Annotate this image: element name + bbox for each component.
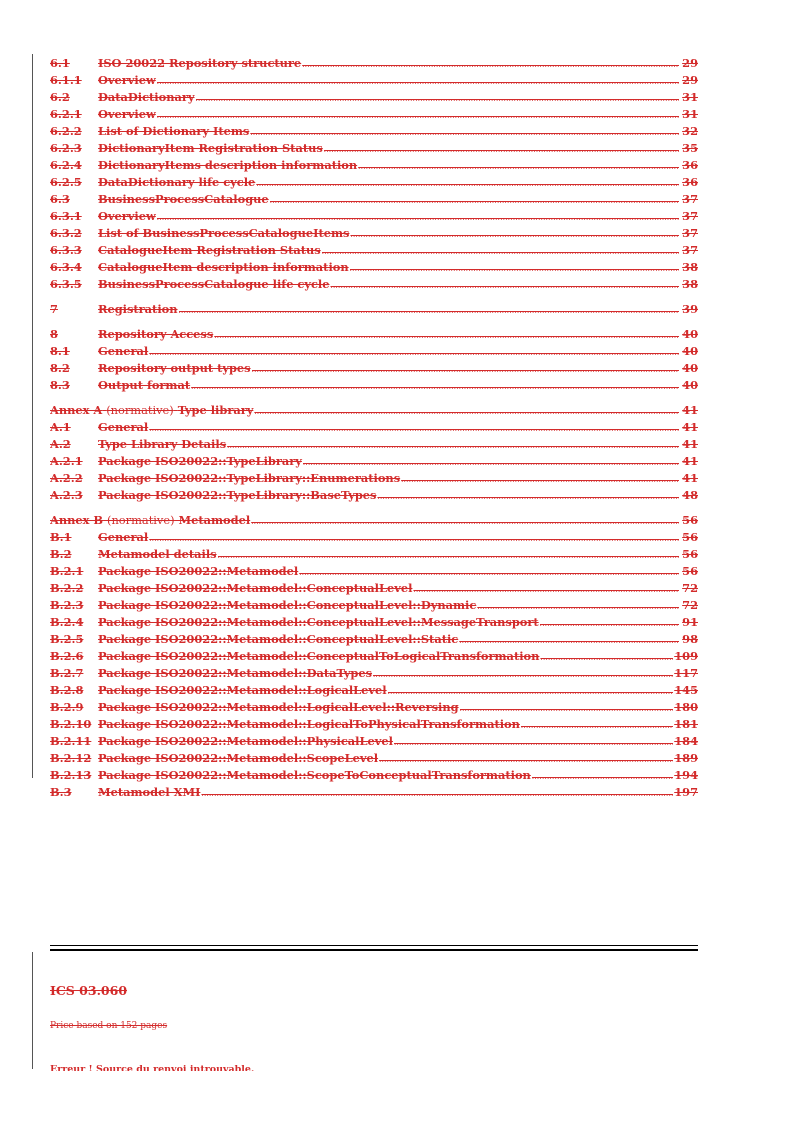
price-note: Price based on 152 pages <box>50 1021 168 1031</box>
toc-entry-number: 6.2.2 <box>50 124 82 138</box>
toc-leader-dots <box>330 278 679 293</box>
toc-entry[interactable] <box>50 563 698 580</box>
toc-entry[interactable] <box>50 648 698 665</box>
toc-leader-dots <box>379 752 673 767</box>
toc-entry-number: 6.2.4 <box>50 158 82 172</box>
toc-entry-number: B.2.13 <box>50 768 92 782</box>
toc-entry-title: Registration <box>98 302 178 316</box>
toc-entry[interactable] <box>50 665 698 682</box>
toc-entry-page: 72 <box>682 598 698 612</box>
toc-entry-number: 8.2 <box>50 361 70 375</box>
toc-entry-number: 6.3.3 <box>50 243 82 257</box>
toc-leader-dots <box>394 735 673 750</box>
toc-annex-entry[interactable] <box>50 402 698 419</box>
toc-entry-number: 6.2.5 <box>50 175 82 189</box>
footer-rule-thick <box>50 949 698 951</box>
toc-entry-number: 6.3.1 <box>50 209 82 223</box>
toc-entry-number: B.1 <box>50 530 72 544</box>
toc-entry[interactable] <box>50 208 698 225</box>
toc-entry-title: Package ISO20022::TypeLibrary::BaseTypes <box>98 488 377 502</box>
toc-leader-dots <box>252 362 679 377</box>
toc-entry-number: A.2 <box>50 437 71 451</box>
toc-leader-dots <box>251 514 679 529</box>
annex-qualifier: (normative) <box>106 403 174 417</box>
toc-entry-number: 6.1 <box>50 56 70 70</box>
toc-entry[interactable] <box>50 529 698 546</box>
toc-entry-title: Overview <box>98 73 156 87</box>
toc-entry-page: 29 <box>682 56 698 70</box>
table-of-contents <box>50 55 698 801</box>
toc-entry-number: A.2.2 <box>50 471 83 485</box>
toc-entry-title: Overview <box>98 209 156 223</box>
toc-leader-dots <box>401 472 679 487</box>
toc-entry[interactable] <box>50 301 698 318</box>
toc-entry-number: B.2.11 <box>50 734 92 748</box>
toc-entry[interactable] <box>50 276 698 293</box>
toc-entry-number: B.2.3 <box>50 598 84 612</box>
toc-entry-number: B.2.1 <box>50 564 84 578</box>
toc-entry-page: 41 <box>682 437 698 451</box>
toc-entry[interactable] <box>50 699 698 716</box>
toc-leader-dots <box>377 489 679 504</box>
toc-entry-page: 194 <box>674 768 698 782</box>
toc-entry[interactable] <box>50 436 698 453</box>
toc-leader-dots <box>157 108 679 123</box>
toc-entry-number: 6.2.1 <box>50 107 82 121</box>
toc-entry[interactable] <box>50 470 698 487</box>
toc-entry-page: 48 <box>682 488 698 502</box>
toc-leader-dots <box>227 438 679 453</box>
toc-leader-dots <box>179 303 679 318</box>
toc-entry-number: A.2.3 <box>50 488 83 502</box>
toc-entry[interactable] <box>50 343 698 360</box>
toc-entry-page: 37 <box>682 209 698 223</box>
toc-entry-page: 41 <box>682 454 698 468</box>
toc-entry-page: 31 <box>682 107 698 121</box>
toc-entry-page: 98 <box>682 632 698 646</box>
toc-entry-title: Package ISO20022::Metamodel::ConceptualLevel::MessageTransport <box>98 615 539 629</box>
toc-entry-page: 31 <box>682 90 698 104</box>
toc-entry[interactable] <box>50 750 698 767</box>
toc-leader-dots <box>459 633 679 648</box>
toc-entry[interactable] <box>50 72 698 89</box>
toc-entry-title: Package ISO20022::Metamodel::PhysicalLevel <box>98 734 393 748</box>
toc-entry-page: 197 <box>674 785 698 799</box>
toc-entry-number: 6.3.5 <box>50 277 82 291</box>
toc-entry-number: 8 <box>50 327 58 341</box>
toc-entry[interactable] <box>50 174 698 191</box>
toc-entry-page: 41 <box>682 471 698 485</box>
toc-entry-number: 6.2.3 <box>50 141 82 155</box>
toc-entry-page: 145 <box>674 683 698 697</box>
annex-qualifier: (normative) <box>107 513 175 527</box>
toc-leader-dots <box>350 227 679 242</box>
toc-entry[interactable] <box>50 225 698 242</box>
toc-entry-title: DictionaryItem Registration Status <box>98 141 323 155</box>
toc-entry-title: Repository Access <box>98 327 214 341</box>
toc-entry-title: CatalogueItem description information <box>98 260 349 274</box>
toc-leader-dots <box>149 531 679 546</box>
toc-entry-page: 35 <box>682 141 698 155</box>
toc-entry-title: CatalogueItem Registration Status <box>98 243 321 257</box>
toc-entry-page: 38 <box>682 277 698 291</box>
annex-title: Type library <box>177 403 254 417</box>
toc-entry-number: 7 <box>50 302 58 316</box>
toc-entry-title: Metamodel XMI <box>98 785 201 799</box>
toc-entry-number: 6.3.4 <box>50 260 82 274</box>
toc-entry-page: 40 <box>682 327 698 341</box>
toc-entry-page: 41 <box>682 420 698 434</box>
toc-entry-page: 91 <box>682 615 698 629</box>
toc-entry-title: Package ISO20022::Metamodel::LogicalLevel <box>98 683 387 697</box>
annex-title: Metamodel <box>178 513 251 527</box>
toc-leader-dots <box>299 565 679 580</box>
toc-entry-title: General <box>98 530 149 544</box>
toc-entry[interactable] <box>50 259 698 276</box>
toc-entry-title: Metamodel details <box>98 547 217 561</box>
toc-entry-page: 38 <box>682 260 698 274</box>
toc-entry-title: Package ISO20022::Metamodel <box>98 564 299 578</box>
footer-rule <box>50 945 698 946</box>
toc-entry-number: B.2.9 <box>50 700 84 714</box>
toc-entry[interactable] <box>50 89 698 106</box>
toc-leader-dots <box>358 159 679 174</box>
toc-entry-number: 6.3 <box>50 192 70 206</box>
toc-leader-dots <box>201 786 673 801</box>
toc-entry-number: B.2.8 <box>50 683 84 697</box>
toc-entry-number: A.2.1 <box>50 454 83 468</box>
toc-leader-dots <box>254 404 679 419</box>
toc-entry[interactable] <box>50 716 698 733</box>
toc-leader-dots <box>196 91 679 106</box>
toc-entry[interactable] <box>50 597 698 614</box>
toc-leader-dots <box>149 345 679 360</box>
toc-entry-page: 184 <box>674 734 698 748</box>
toc-leader-dots <box>303 455 679 470</box>
toc-entry-number: B.2.6 <box>50 649 84 663</box>
toc-entry-number: B.2.4 <box>50 615 84 629</box>
change-bar-bottom <box>32 952 33 1069</box>
toc-leader-dots <box>270 193 679 208</box>
toc-leader-dots <box>324 142 679 157</box>
toc-leader-dots <box>214 328 679 343</box>
toc-entry-number: 6.2 <box>50 90 70 104</box>
toc-entry-title: Package ISO20022::Metamodel::LogicalLevel::Reversing <box>98 700 459 714</box>
change-bar-top <box>32 54 33 778</box>
toc-entry-title: Package ISO20022::Metamodel::ScopeToConceptualTransformation <box>98 768 531 782</box>
toc-entry-page: 40 <box>682 378 698 392</box>
toc-leader-dots <box>350 261 679 276</box>
toc-entry[interactable] <box>50 55 698 72</box>
toc-entry[interactable] <box>50 419 698 436</box>
toc-entry-title: Package ISO20022::TypeLibrary::Enumerations <box>98 471 401 485</box>
toc-entry-number: B.2.7 <box>50 666 84 680</box>
toc-entry-number: B.2.5 <box>50 632 84 646</box>
toc-leader-dots <box>149 421 679 436</box>
toc-entry-page: 41 <box>682 403 698 417</box>
toc-entry-page: 56 <box>682 547 698 561</box>
toc-entry-page: 181 <box>674 717 698 731</box>
toc-leader-dots <box>373 667 673 682</box>
toc-leader-dots <box>256 176 679 191</box>
toc-entry-page: 109 <box>674 649 698 663</box>
toc-entry-number: 6.1.1 <box>50 73 82 87</box>
toc-entry-title: Package ISO20022::Metamodel::LogicalToPhysicalTransformation <box>98 717 520 731</box>
toc-entry-page: 117 <box>674 666 698 680</box>
reference-error: Erreur ! Source du renvoi introuvable. <box>50 1064 255 1071</box>
annex-label: Annex B <box>50 513 104 527</box>
toc-entry[interactable] <box>50 733 698 750</box>
toc-entry-title: Overview <box>98 107 156 121</box>
toc-entry-title: Repository output types <box>98 361 251 375</box>
toc-entry-number: B.2 <box>50 547 72 561</box>
toc-entry-title <box>50 402 253 419</box>
toc-entry-title: List of Dictionary Items <box>98 124 250 138</box>
toc-entry[interactable] <box>50 546 698 563</box>
toc-leader-dots <box>191 379 679 394</box>
toc-leader-dots <box>540 616 679 631</box>
toc-entry[interactable] <box>50 360 698 377</box>
toc-entry[interactable] <box>50 123 698 140</box>
toc-entry-number: A.1 <box>50 420 71 434</box>
toc-entry-page: 56 <box>682 513 698 527</box>
toc-entry-title: Package ISO20022::Metamodel::ScopeLevel <box>98 751 379 765</box>
toc-entry[interactable] <box>50 191 698 208</box>
toc-entry-title: General <box>98 344 149 358</box>
toc-entry-page: 37 <box>682 243 698 257</box>
toc-entry[interactable] <box>50 487 698 504</box>
toc-entry[interactable] <box>50 157 698 174</box>
toc-leader-dots <box>477 599 679 614</box>
toc-entry[interactable] <box>50 140 698 157</box>
toc-entry[interactable] <box>50 580 698 597</box>
toc-entry-page: 189 <box>674 751 698 765</box>
toc-entry-title: BusinessProcessCatalogue <box>98 192 269 206</box>
toc-entry-page: 180 <box>674 700 698 714</box>
toc-leader-dots <box>521 718 673 733</box>
toc-annex-entry[interactable] <box>50 512 698 529</box>
toc-entry-title: Package ISO20022::Metamodel::DataTypes <box>98 666 373 680</box>
toc-entry-title <box>50 512 250 529</box>
annex-label: Annex A <box>50 403 103 417</box>
toc-entry-title: General <box>98 420 149 434</box>
toc-leader-dots <box>250 125 679 140</box>
toc-leader-dots <box>540 650 673 665</box>
toc-leader-dots <box>322 244 679 259</box>
toc-leader-dots <box>388 684 674 699</box>
toc-entry-number: B.2.2 <box>50 581 84 595</box>
toc-entry-page: 56 <box>682 530 698 544</box>
toc-entry-page: 37 <box>682 192 698 206</box>
toc-entry-page: 40 <box>682 344 698 358</box>
toc-entry[interactable] <box>50 326 698 343</box>
toc-leader-dots <box>460 701 674 716</box>
toc-leader-dots <box>413 582 679 597</box>
toc-entry-page: 39 <box>682 302 698 316</box>
toc-entry-page: 29 <box>682 73 698 87</box>
toc-entry-title: Type Library Details <box>98 437 227 451</box>
toc-entry[interactable] <box>50 106 698 123</box>
toc-entry-title: ISO 20022 Repository structure <box>98 56 302 70</box>
toc-entry-number: B.3 <box>50 785 72 799</box>
toc-entry-number: 6.3.2 <box>50 226 82 240</box>
toc-entry[interactable] <box>50 614 698 631</box>
ics-code: ICS 03.060 <box>50 983 128 998</box>
toc-entry[interactable] <box>50 682 698 699</box>
toc-entry-page: 36 <box>682 175 698 189</box>
toc-entry[interactable] <box>50 453 698 470</box>
toc-entry-title: Package ISO20022::Metamodel::ConceptualLevel <box>98 581 413 595</box>
toc-entry-page: 56 <box>682 564 698 578</box>
toc-leader-dots <box>157 210 679 225</box>
toc-entry-page: 32 <box>682 124 698 138</box>
toc-entry-page: 72 <box>682 581 698 595</box>
toc-entry-title: Package ISO20022::TypeLibrary <box>98 454 302 468</box>
toc-entry-title: DataDictionary <box>98 90 195 104</box>
toc-leader-dots <box>532 769 673 784</box>
toc-entry-title: List of BusinessProcessCatalogueItems <box>98 226 350 240</box>
toc-entry[interactable] <box>50 784 698 801</box>
toc-entry-title: Output format <box>98 378 191 392</box>
toc-entry-number: B.2.12 <box>50 751 92 765</box>
toc-entry-number: 8.1 <box>50 344 70 358</box>
toc-entry-title: BusinessProcessCatalogue life cycle <box>98 277 330 291</box>
toc-entry-number: 8.3 <box>50 378 70 392</box>
toc-entry[interactable] <box>50 377 698 394</box>
toc-entry[interactable] <box>50 767 698 784</box>
toc-entry-title: Package ISO20022::Metamodel::ConceptualLevel::Static <box>98 632 459 646</box>
toc-leader-dots <box>302 57 679 72</box>
toc-entry[interactable] <box>50 242 698 259</box>
toc-entry-page: 40 <box>682 361 698 375</box>
toc-entry-page: 37 <box>682 226 698 240</box>
toc-leader-dots <box>218 548 679 563</box>
toc-entry-page: 36 <box>682 158 698 172</box>
toc-entry-title: DictionaryItems description information <box>98 158 358 172</box>
toc-entry-title: Package ISO20022::Metamodel::ConceptualToLogicalTransformation <box>98 649 540 663</box>
toc-entry[interactable] <box>50 631 698 648</box>
toc-entry-title: DataDictionary life cycle <box>98 175 256 189</box>
toc-leader-dots <box>157 74 679 89</box>
toc-entry-number: B.2.10 <box>50 717 92 731</box>
toc-entry-title: Package ISO20022::Metamodel::ConceptualLevel::Dynamic <box>98 598 477 612</box>
